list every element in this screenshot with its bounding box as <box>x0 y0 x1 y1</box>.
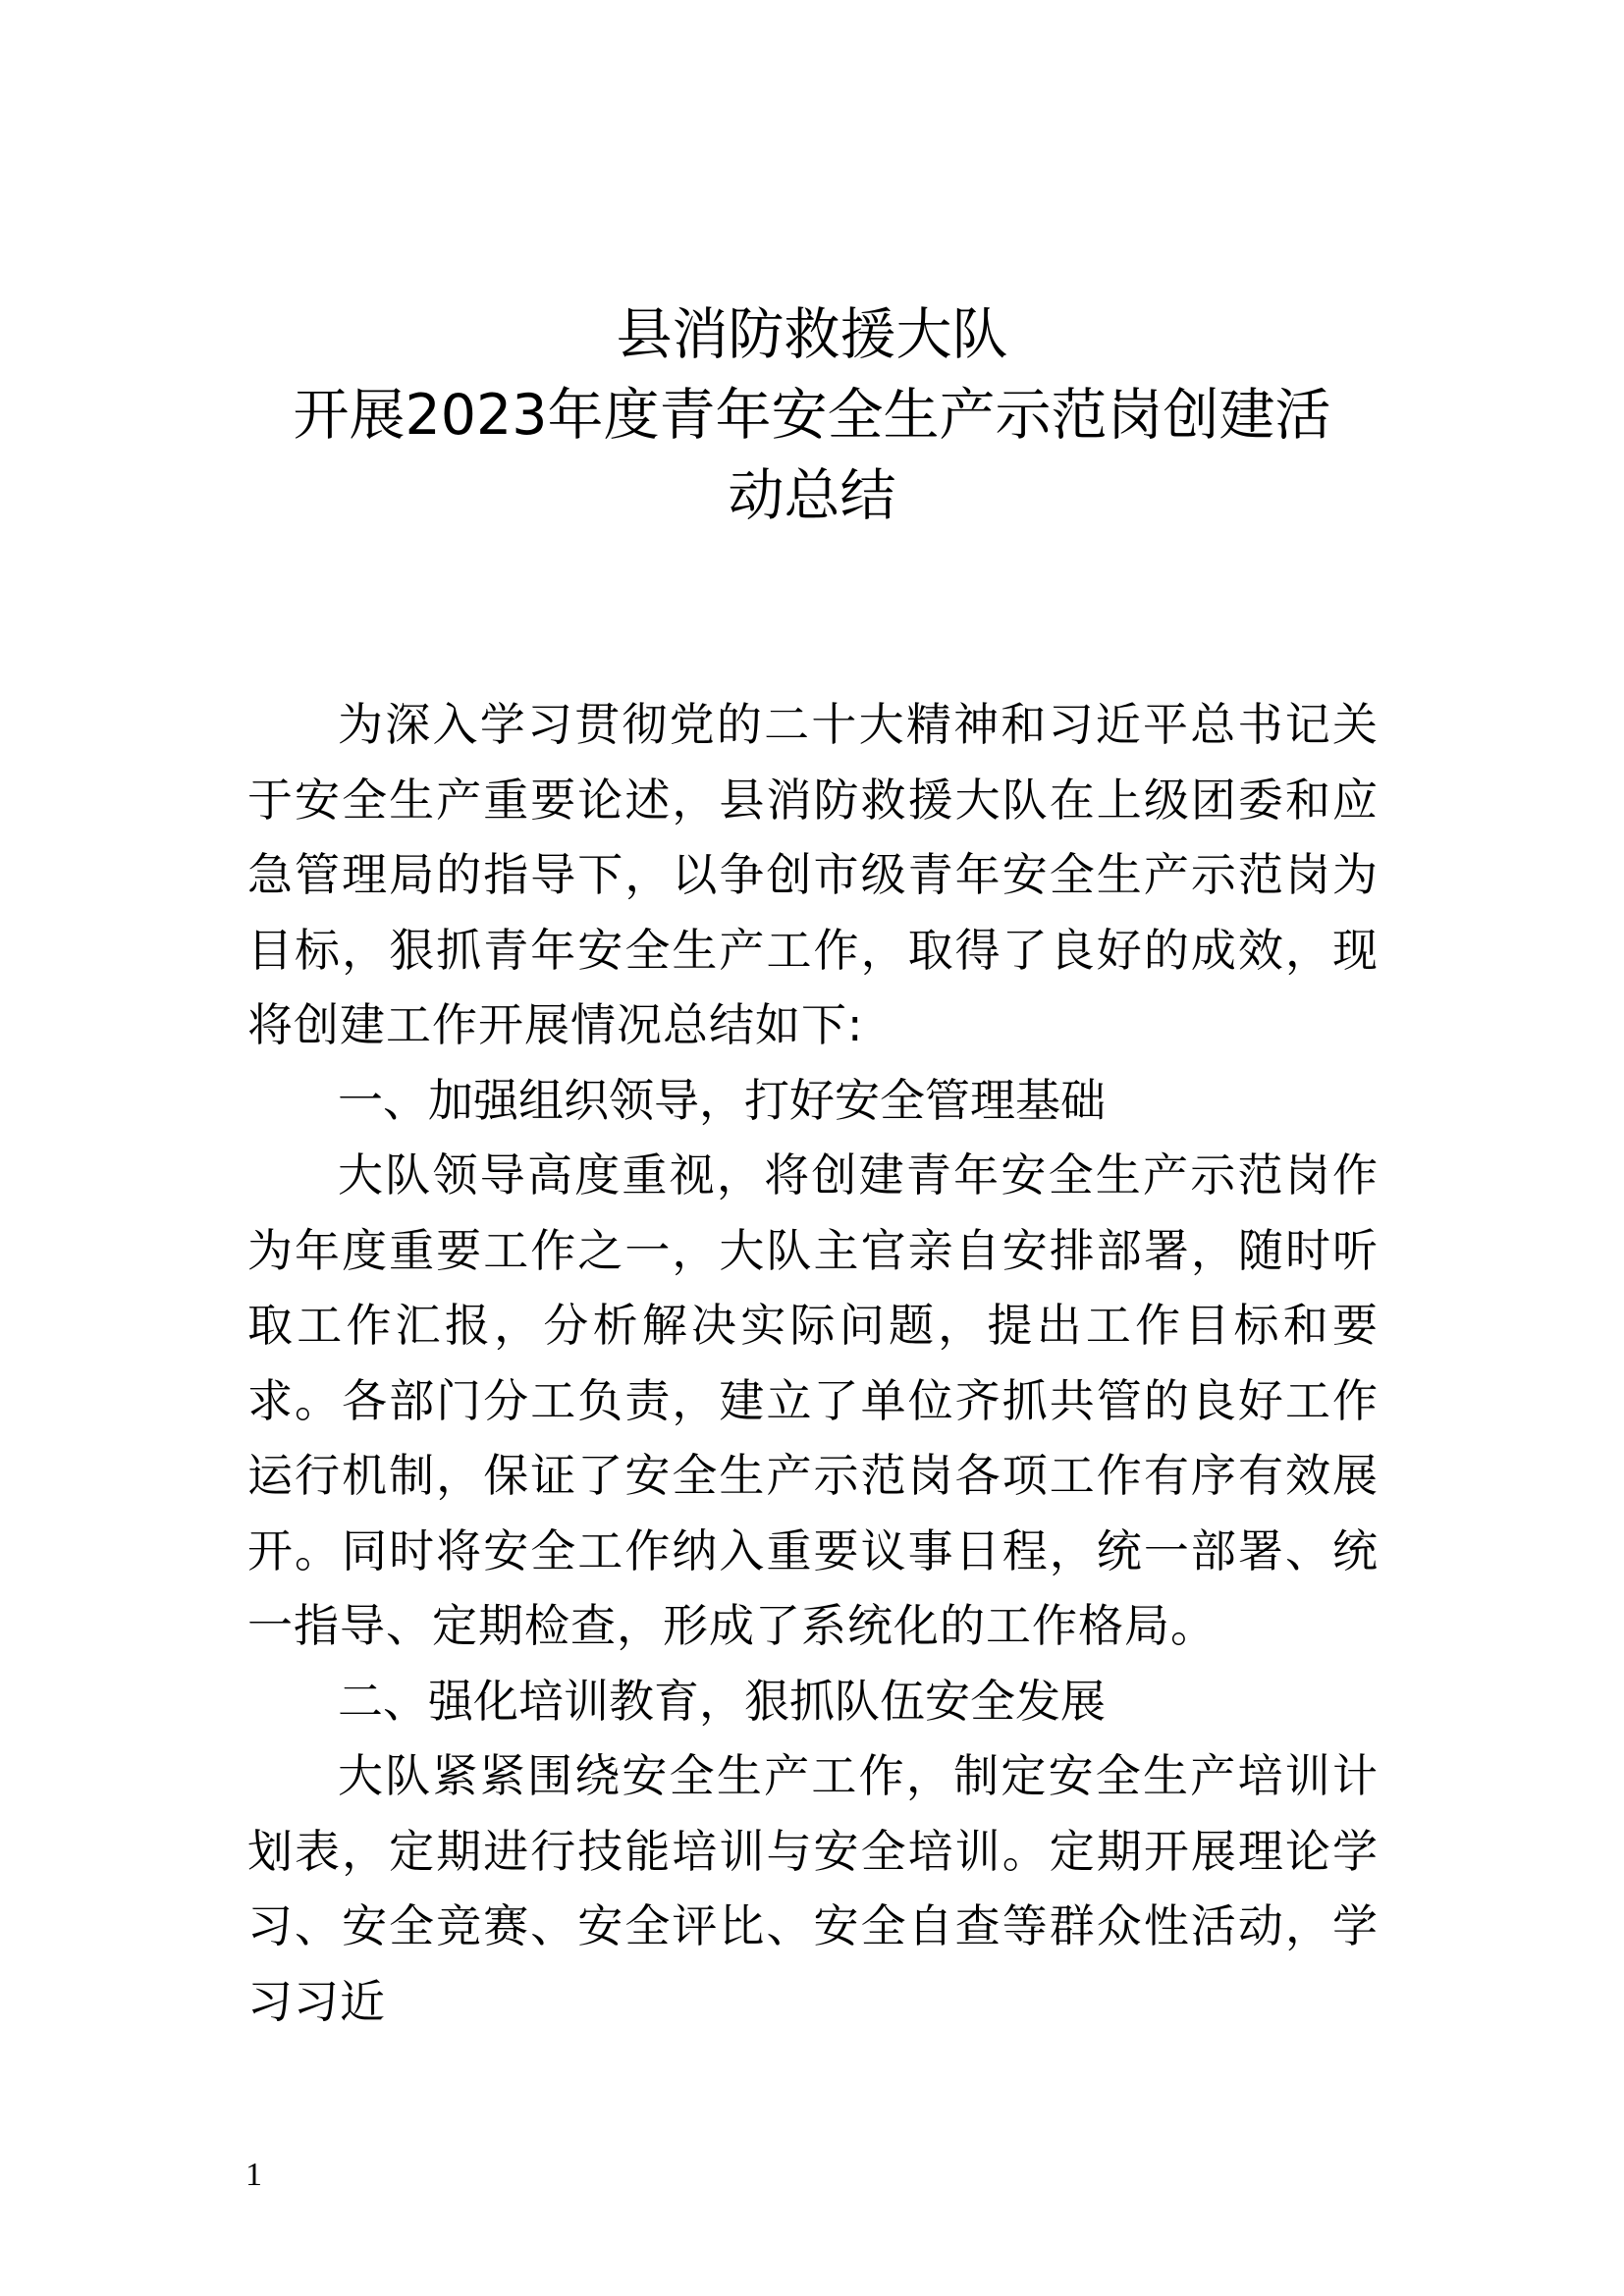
title-line-1: 县消防救援大队 <box>616 302 1008 367</box>
section-heading-2: 二、强化培训教育，狠抓队伍安全发展 <box>338 1674 1106 1728</box>
title-line-3: 动总结 <box>728 463 896 528</box>
title-line-2: 开展2023年度青年安全生产示范岗创建活 <box>293 383 1331 448</box>
section-heading-1: 一、加强组织领导，打好安全管理基础 <box>338 1073 1106 1127</box>
section-2-paragraph: 大队紧紧围绕安全生产工作，制定安全生产培训计划表，定期进行技能培训与安全培训。定期开展理论学习、安全竞赛、安全评比、安全自查等群众性活动，学习习近 <box>247 1749 1379 2028</box>
document-body <box>247 687 1379 2039</box>
section-1-paragraph: 大队领导高度重视，将创建青年安全生产示范岗作为年度重要工作之一，大队主官亲自安排部署，随时听取工作汇报，分析解决实际问题，提出工作目标和要求。各部门分工负责，建立了单位齐抓共管的良好工作运行机制，保证了安全生产示范岗各项工作有序有效展开。同时将安全工作纳入重要议事日程，统一部署、统一指导、定期检查，形成了系统化的工作格局。 <box>247 1148 1379 1652</box>
page-number: 1 <box>245 2157 262 2193</box>
intro-paragraph: 为深入学习贯彻党的二十大精神和习近平总书记关于安全生产重要论述，县消防救援大队在上级团委和应急管理局的指导下，以争创市级青年安全生产示范岗为目标，狠抓青年安全生产工作，取得了良好的成效，现将创建工作开展情况总结如下: <box>247 698 1379 1051</box>
document-title <box>216 294 1408 536</box>
